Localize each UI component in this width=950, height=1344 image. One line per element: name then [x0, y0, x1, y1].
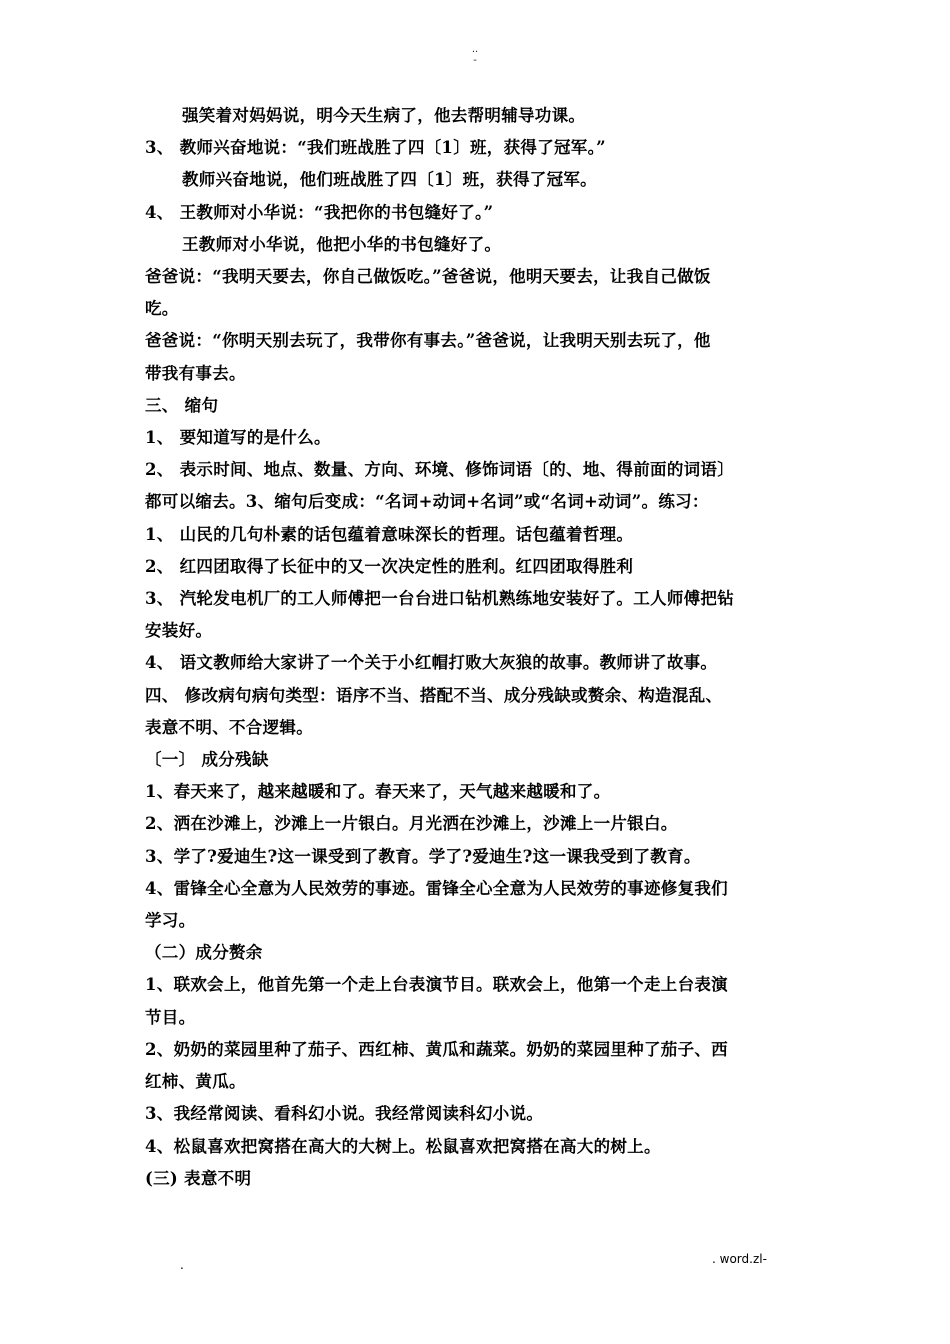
footer-left: .: [180, 1258, 184, 1272]
header-dots: ..: [471, 44, 479, 55]
text-line: 1、 要知道写的是什么。: [145, 428, 331, 448]
text-line: 带我有事去。: [145, 363, 246, 383]
text-line: 四、 修改病句病句类型：语序不当、搭配不当、成分残缺或赘余、构造混乱、: [145, 685, 723, 705]
text-line: （二）成分赘余: [145, 943, 263, 963]
text-line: 王教师对小华说，他把小华的书包缝好了。: [182, 234, 502, 254]
text-line: 3、 汽轮发电机厂的工人师傅把一台台进口钻机熟练地安装好了。工人师傅把钻: [145, 589, 735, 609]
text-line: 爸爸说：“我明天要去，你自己做饭吃。”爸爸说，他明天要去，让我自己做饭: [145, 267, 711, 287]
text-line: 三、 缩句: [145, 395, 219, 415]
text-line: 2、奶奶的菜园里种了茄子、西红柿、黄瓜和蔬菜。奶奶的菜园里种了茄子、西: [145, 1039, 728, 1059]
text-line: (三) 表意不明: [145, 1168, 252, 1188]
text-line: 红柿、黄瓜。: [145, 1072, 246, 1092]
text-line: 4、雷锋全心全意为人民效劳的事迹。雷锋全心全意为人民效劳的事迹修复我们: [145, 878, 728, 898]
text-line: 强笑着对妈妈说，明今天生病了，他去帮明辅导功课。: [182, 106, 586, 125]
text-line: 都可以缩去。3、缩句后变成：“名词+动词+名词”或“名词+动词”。练习：: [145, 492, 709, 512]
text-line: 1、 山民的几句朴素的话包蕴着意味深长的哲理。话包蕴着哲理。: [145, 524, 634, 544]
text-line: 1、联欢会上，他首先第一个走上台表演节目。联欢会上，他第一个走上台表演: [145, 975, 728, 995]
text-line: 2、洒在沙滩上，沙滩上一片银白。月光洒在沙滩上，沙滩上一片银白。: [145, 814, 678, 834]
text-line: 3、 教师兴奋地说：“我们班战胜了四〔1〕班，获得了冠军。”: [145, 138, 606, 158]
footer-right: . word.zl-: [712, 1252, 767, 1266]
text-line: 〔一〕 成分残缺: [145, 750, 269, 770]
header-dash: -: [473, 55, 477, 66]
text-line: 2、 表示时间、地点、数量、方向、环境、修饰词语〔的、地、得前面的词语〕: [145, 460, 735, 480]
text-line: 爸爸说：“你明天别去玩了，我带你有事去。”爸爸说，让我明天别去玩了，他: [145, 331, 711, 351]
text-line: 学习。: [145, 911, 196, 931]
text-line: 安装好。: [145, 621, 213, 641]
text-line: 1、春天来了，越来越暖和了。春天来了，天气越来越暖和了。: [145, 782, 611, 802]
text-line: 3、我经常阅读、看科幻小说。我经常阅读科幻小说。: [145, 1104, 544, 1124]
text-line: 表意不明、不合逻辑。: [145, 717, 313, 737]
text-line: 节目。: [145, 1007, 196, 1027]
text-line: 4、 语文教师给大家讲了一个关于小红帽打败大灰狼的故事。教师讲了故事。: [145, 653, 718, 673]
text-line: 吃。: [145, 299, 179, 319]
document-body: [145, 100, 820, 1195]
text-line: 2、 红四团取得了长征中的又一次决定性的胜利。红四团取得胜利: [145, 556, 634, 576]
text-line: 4、 王教师对小华说：“我把你的书包缝好了。”: [145, 202, 494, 222]
text-line: 3、学了?爱迪生?这一课受到了教育。学了?爱迪生?这一课我受到了教育。: [145, 846, 701, 866]
page-header: [0, 44, 950, 66]
text-line: 教师兴奋地说，他们班战胜了四〔1〕班，获得了冠军。: [182, 170, 597, 190]
text-line: 4、松鼠喜欢把窝搭在高大的大树上。松鼠喜欢把窝搭在高大的树上。: [145, 1136, 661, 1156]
